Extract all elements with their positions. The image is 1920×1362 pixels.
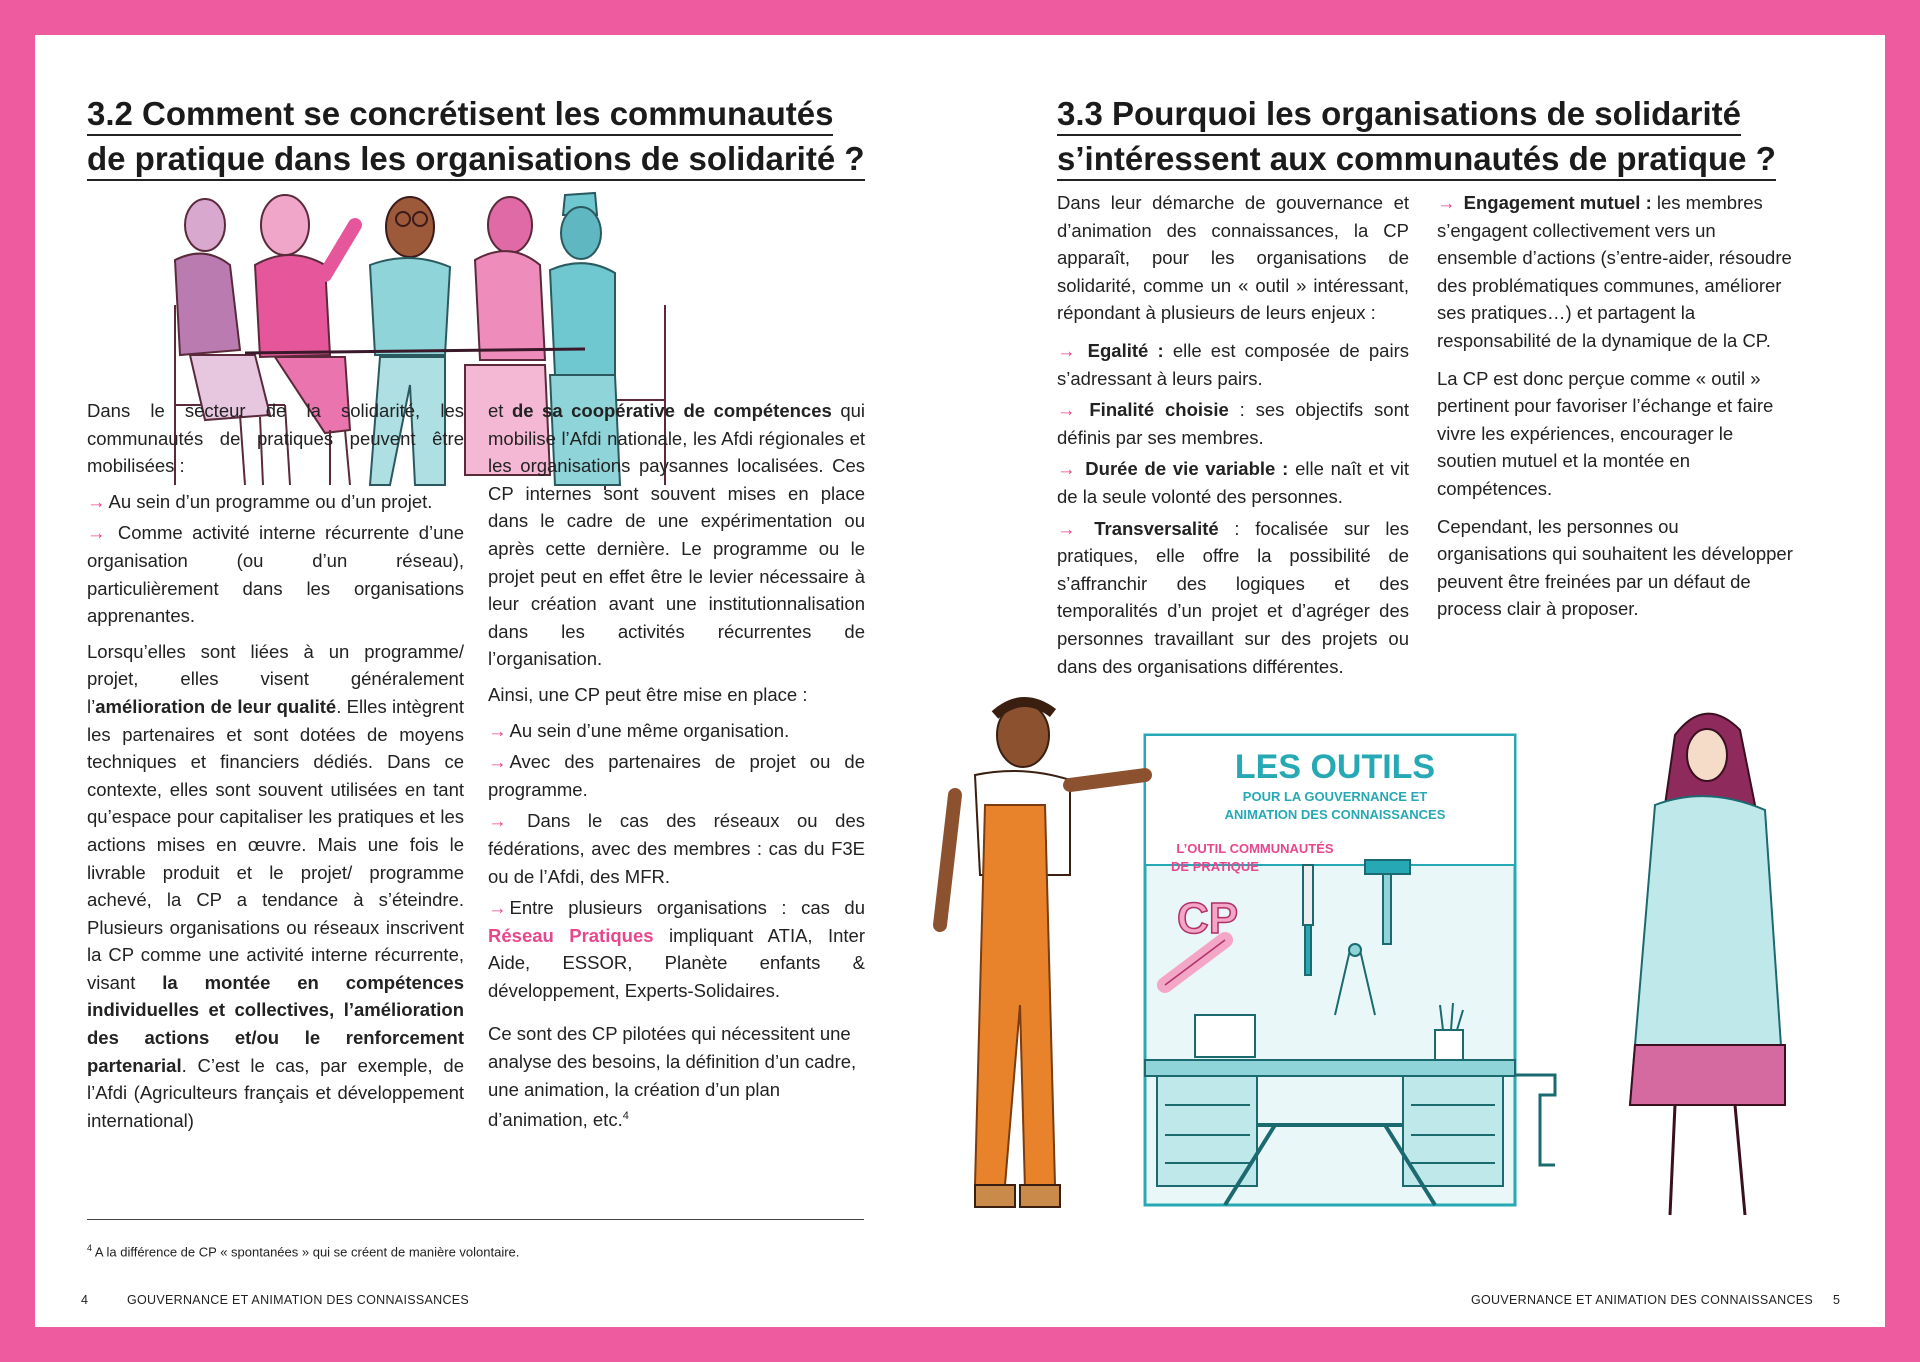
text-run: Ce sont des CP pilotées qui nécessitent une analyse des besoins, la définition d’un cadre, une animation, la création d’un plan d’animation, etc.	[488, 1023, 857, 1131]
left-col2-paragraph-3	[488, 1020, 865, 1134]
arrow-bullet-icon: →	[488, 751, 507, 773]
bold-text: amélioration de leur qualité	[95, 695, 337, 717]
right-col2-paragraph-2: La CP est donc perçue comme « outil » pertinent pour favoriser l’échange et faire vivre les expériences, encourager le soutien mutuel et la montée en compétences.	[1437, 367, 1774, 499]
woman-figure	[1630, 714, 1785, 1215]
arrow-bullet-icon: →	[87, 490, 106, 512]
arrow-bullet-icon: →	[1057, 458, 1076, 480]
text-run: impliquant ATIA, Inter Aide, ESSOR, Planète enfants & développement, Experts-Solidaires.	[488, 924, 865, 1001]
text-run: : ses objectifs sont définis par ses membres.	[1057, 399, 1410, 448]
tool-label-1: L’OUTIL COMMUNAUTÉS	[1176, 841, 1334, 856]
svg-text:CP: CP	[1177, 894, 1239, 943]
page-number-left: 4	[81, 1293, 88, 1307]
left-col2-paragraph-1	[488, 397, 865, 673]
footnote-text: A la différence de CP « spontanées » qui se créent de manière volontaire.	[94, 1244, 520, 1260]
bold-text: Durée de vie variable :	[1085, 458, 1289, 480]
arrow-bullet-icon: →	[488, 719, 507, 741]
left-col1-paragraph-2	[87, 638, 464, 1135]
left-column-1	[87, 397, 464, 1142]
spread-page	[35, 35, 1885, 1327]
left-heading-line-2: de pratique dans les organisations de solidarité ?	[87, 138, 865, 181]
right-col1-bullet-1	[1057, 337, 1409, 392]
arrow-bullet-icon: →	[1057, 339, 1076, 361]
text-run: Lorsqu’elles sont liées à un programme/ projet, elles visent généralement l’	[87, 640, 464, 717]
right-column-1	[1057, 189, 1409, 684]
left-col2-paragraph-2: Ainsi, une CP peut être mise en place :	[488, 683, 808, 705]
right-heading-line-2: s’intéressent aux communautés de pratique ?	[1057, 138, 1776, 181]
right-col1-intro: Dans leur démarche de gouvernance et d’animation des connaissances, la CP apparaît, pour les organisations de solidarité, comme un « outil » intéressant, répondant à plusieurs de leurs enjeux :	[1057, 192, 1409, 324]
right-heading-line-1: 3.3 Pourquoi les organisations de solidarité	[1057, 93, 1741, 136]
arrow-bullet-icon: →	[1437, 192, 1456, 213]
left-col2-bullet-2	[488, 748, 865, 803]
left-col1-bullet-2	[87, 519, 464, 629]
footnote	[87, 1243, 519, 1259]
left-col2-bullet-1	[488, 717, 865, 745]
bold-text: Transversalité	[1094, 517, 1219, 539]
worker-figure	[940, 702, 1145, 1207]
text-run: elle naît et vit de la seule volonté des personnes.	[1057, 458, 1410, 507]
screwdriver-icon	[1303, 865, 1313, 975]
bold-text: Egalité :	[1087, 339, 1164, 361]
left-col2-bullet-4	[488, 894, 865, 1004]
right-col1-bullet-2	[1057, 396, 1409, 451]
bullet-text: Dans le cas des réseaux ou des fédérations, avec des membres : cas du F3E ou de l’Afdi, des MFR.	[488, 810, 866, 887]
right-section-heading	[1057, 91, 1776, 181]
right-col2-paragraph-3: Cependant, les personnes ou organisations qui souhaitent les développer peuvent être freinées par un défaut de process clair à proposer.	[1437, 515, 1793, 620]
page-number-right: 5	[1833, 1293, 1840, 1307]
board-subtitle-1: POUR LA GOUVERNANCE ET	[1242, 789, 1428, 804]
arrow-bullet-icon: →	[488, 810, 507, 832]
right-col1-bullet-4	[1057, 515, 1409, 681]
bold-text: Finalité choisie	[1089, 399, 1229, 421]
text-run: elle est composée de pairs s’adressant à leurs pairs.	[1057, 339, 1409, 389]
running-head-right: GOUVERNANCE ET ANIMATION DES CONNAISSANCES	[1471, 1293, 1814, 1307]
left-heading-line-1: 3.2 Comment se concrétisent les communautés	[87, 93, 833, 136]
right-col2-bullet-1	[1437, 189, 1793, 355]
text-run: qui mobilise l’Afdi nationale, les Afdi régionales et les organisations paysannes localisées. Ces CP internes sont souvent mises en place dans le cadre de une expérimentation ou après cette dernière. Le programme ou le projet peut en effet être le levier nécessaire à leur création avant une institutionnalisation dans les activités récurrentes de l’organisation.	[488, 400, 866, 670]
tools-board-illustration	[895, 685, 1855, 1275]
footnote-number: 4	[87, 1243, 93, 1253]
vise-icon	[1515, 1075, 1555, 1165]
footnote-ref: 4	[622, 1110, 629, 1123]
left-col2-bullet-3	[488, 807, 865, 890]
text-run: les membres s’engagent collectivement vers un ensemble d’actions (s’entre-aider, résoudre des problématiques communes, améliorer ses pratiques…) et partagent la responsabilité de la dynamique de la CP.	[1437, 192, 1792, 351]
text-run: Entre plusieurs organisations : cas du	[509, 897, 865, 919]
arrow-bullet-icon: →	[1057, 399, 1076, 421]
board-subtitle-2: ANIMATION DES CONNAISSANCES	[1224, 807, 1446, 822]
text-run: et	[488, 400, 512, 421]
tool-label-2: DE PRATIQUE	[1171, 859, 1259, 874]
text-run: : focalisée sur les pratiques, elle offre la possibilité de s’affranchir des logiques et des temporalités d’un projet et d’agréger des personnes travaillant sur des projets ou dans des organisations différentes.	[1057, 517, 1409, 677]
left-column-2	[488, 397, 865, 1142]
text-run: . C’est le cas, par exemple, de l’Afdi (Agriculteurs français et développement international)	[87, 1054, 464, 1131]
bullet-text: Au sein d’un programme ou d’un projet.	[108, 490, 433, 512]
bullet-text: Comme activité interne récurrente d’une organisation (ou d’un réseau), particulièrement dans les organisations apprenantes.	[87, 522, 464, 627]
bullet-text: Avec des partenaires de projet ou de programme.	[488, 751, 865, 800]
left-col1-intro: Dans le secteur de la solidarité, les communautés de pratiques peuvent être mobilisées :	[87, 400, 464, 477]
text-run: . Elles intègrent les partenaires et sont dotées de moyens techniques et financiers dédiés. Dans ce contexte, elles sont souvent utilisées en tant qu’espace pour capitaliser les pratiques et les actions mises en œuvre. Mais une fois le livrable produit et le projet/ programme achevé, la CP a tendance à s’éteindre. Plusieurs organisations ou réseaux inscrivent la CP comme une activité interne récurrente, visant	[87, 695, 464, 993]
arrow-bullet-icon: →	[1057, 517, 1076, 539]
running-head-left: GOUVERNANCE ET ANIMATION DES CONNAISSANCES	[127, 1293, 470, 1307]
arrow-bullet-icon: →	[488, 897, 507, 919]
board-title: LES OUTILS	[1234, 748, 1436, 786]
bold-text: Engagement mutuel :	[1463, 192, 1652, 213]
arrow-bullet-icon: →	[87, 522, 106, 544]
bold-text: la montée en compétences individuelles et collectives, l’amélioration des actions et/ou le renforcement partenarial	[87, 971, 464, 1076]
bullet-text: Au sein d’une même organisation.	[509, 719, 790, 741]
left-section-heading	[87, 91, 865, 181]
footnote-divider	[87, 1219, 864, 1220]
highlight-link-text: Réseau Pratiques	[488, 924, 654, 946]
left-col1-bullet-1	[87, 488, 464, 516]
monitor-icon	[1195, 1015, 1255, 1057]
bold-text: de sa coopérative de compétences	[511, 400, 832, 421]
right-col1-bullet-3	[1057, 455, 1409, 510]
right-column-2	[1437, 189, 1793, 631]
